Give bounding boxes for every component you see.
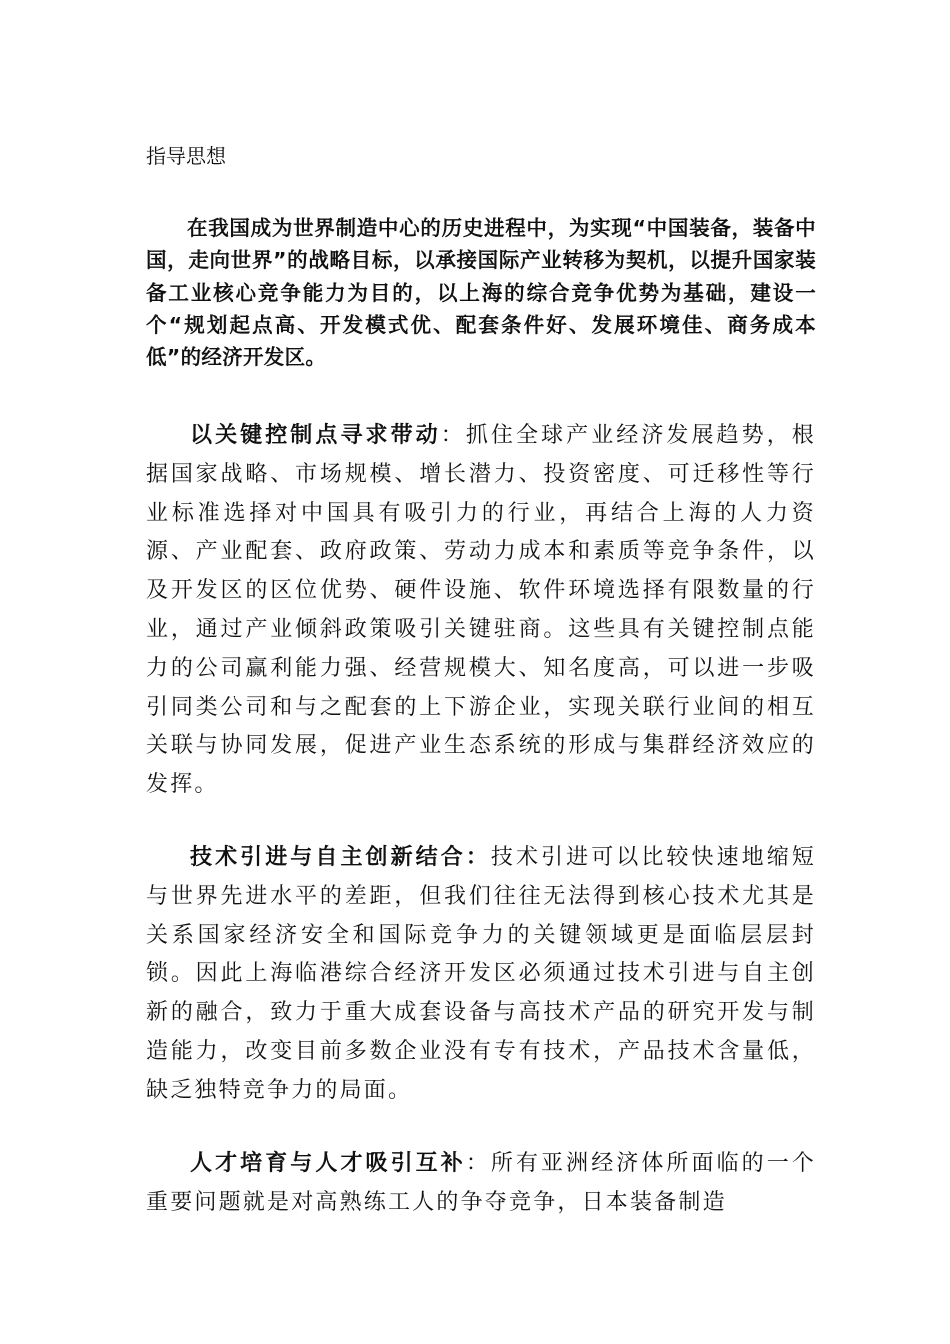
paragraph-lead: 人才培育与人才吸引互补: [190, 1150, 466, 1176]
paragraph-key-control-points: [146, 416, 816, 805]
paragraph-lead: 技术引进与自主创新结合：: [190, 844, 491, 870]
paragraph-body: ：抓住全球产业经济发展趋势，根据国家战略、市场规模、增长潜力、投资密度、可迁移性等行业标准选择对中国具有吸引力的行业，再结合上海的人力资源、产业配套、政府政策、劳动力成本和素质等竞争条件，以及开发区的区位优势、硬件设施、软件环境选择有限数量的行业，通过产业倾斜政策吸引关键驻商。这些具有关键控制点能力的公司赢利能力强、经营规模大、知名度高，可以进一步吸引同类公司和与之配套的上下游企业，实现关联行业间的相互关联与协同发展，促进产业生态系统的形成与集群经济效应的发挥。: [146, 423, 816, 798]
intro-paragraph: 在我国成为世界制造中心的历史进程中，为实现“中国装备，装备中国，走向世界”的战略目标，以承接国际产业转移为契机，以提升国家装备工业核心竞争能力为目的，以上海的综合竞争优势为基础，建设一个“规划起点高、开发模式优、配套条件好、发展环境佳、商务成本低”的经济开发区。: [146, 216, 816, 370]
section-heading: 指导思想: [146, 144, 226, 168]
paragraph-body: 技术引进可以比较快速地缩短与世界先进水平的差距，但我们往往无法得到核心技术尤其是关系国家经济安全和国际竞争力的关键领域更是面临层层封锁。因此上海临港综合经济开发区必须通过技术引进与自主创新的融合，致力于重大成套设备与高技术产品的研究开发与制造能力，改变目前多数企业没有专有技术，产品技术含量低，缺乏独特竞争力的局面。: [146, 845, 816, 1103]
paragraph-technology: [146, 838, 816, 1111]
paragraph-talent: [146, 1144, 816, 1223]
paragraph-lead: 以关键控制点寻求带动: [190, 422, 441, 448]
paragraph-body: ：所有亚洲经济体所面临的一个重要问题就是对高熟练工人的争夺竞争，日本装备制造: [146, 1151, 816, 1215]
